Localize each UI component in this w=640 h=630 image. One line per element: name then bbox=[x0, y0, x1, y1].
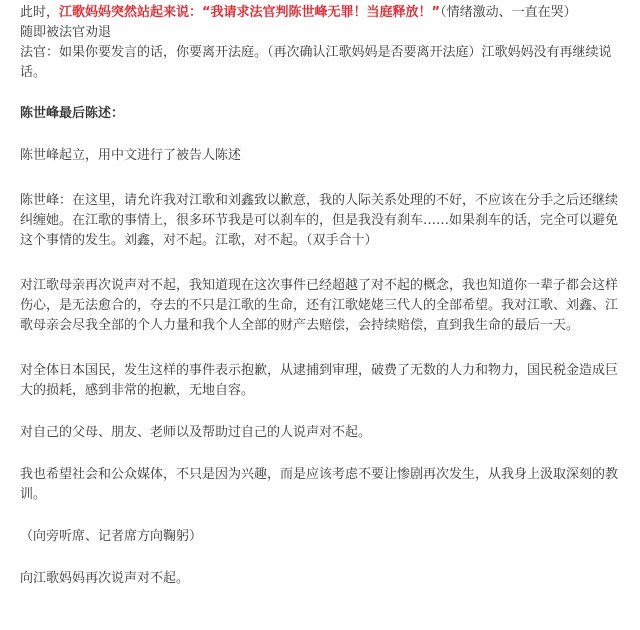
paragraph-persuaded: 随即被法官劝退 bbox=[20, 25, 112, 40]
paragraph-apology-to-family: 对自己的父母、朋友、老师以及帮助过自己的人说声对不起。 bbox=[20, 425, 372, 440]
paragraph-judge-speech: 法官：如果你要发言的话，你要离开法庭。（再次确认江歌妈妈是否要离开法庭）江歌妈妈没有再继续说话。 bbox=[20, 45, 612, 80]
paragraph-final-apology: 向江歌妈妈再次说声对不起。 bbox=[20, 571, 190, 586]
mother-statement-highlight: 江歌妈妈突然站起来说：“我请求法官判陈世峰无罪！当庭释放！” bbox=[59, 5, 441, 20]
section-heading-final-statement: 陈世峰最后陈述： bbox=[20, 106, 125, 121]
paragraph-defendant-stands: 陈世峰起立，用中文进行了被告人陈述 bbox=[20, 148, 242, 163]
emotion-note: （情绪激动、一直在哭） bbox=[440, 5, 577, 20]
paragraph-court-outburst bbox=[20, 3, 624, 23]
intro-text: 此时， bbox=[20, 5, 60, 20]
paragraph-defendant-apology: 陈世峰：在这里，请允许我对江歌和刘鑫致以歉意，我的人际关系处理的不好，不应该在分手之后还继续纠缠她。在江歌的事情上，很多环节我是可以刹车的，但是我没有刹车……如果刹车的话，完全可以避免这个事情的发生。刘鑫，对不起。江歌，对不起。（双手合十） bbox=[20, 193, 619, 248]
paragraph-hope-for-society: 我也希望社会和公众媒体，不只是因为兴趣，而是应该考虑不要让惨剧再次发生，从我身上汲取深刻的教训。 bbox=[20, 467, 619, 502]
paragraph-bowing: （向旁听席、记者席方向鞠躬） bbox=[20, 529, 203, 544]
paragraph-apology-to-japan: 对全体日本国民，发生这样的事件表示抱歉，从逮捕到审理，破费了无数的人力和物力，国民税金造成巨大的损耗，感到非常的抱歉，无地自容。 bbox=[20, 363, 619, 398]
paragraph-apology-to-mother: 对江歌母亲再次说声对不起，我知道现在这次事件已经超越了对不起的概念，我也知道你一辈子都会这样伤心，是无法愈合的，夺去的不只是江歌的生命，还有江歌姥姥三代人的全部希望。我对江歌、刘鑫、江歌母亲会尽我全部的个人力量和我个人全部的财产去赔偿，会持续赔偿，直到我生命的最后一天。 bbox=[20, 278, 619, 333]
